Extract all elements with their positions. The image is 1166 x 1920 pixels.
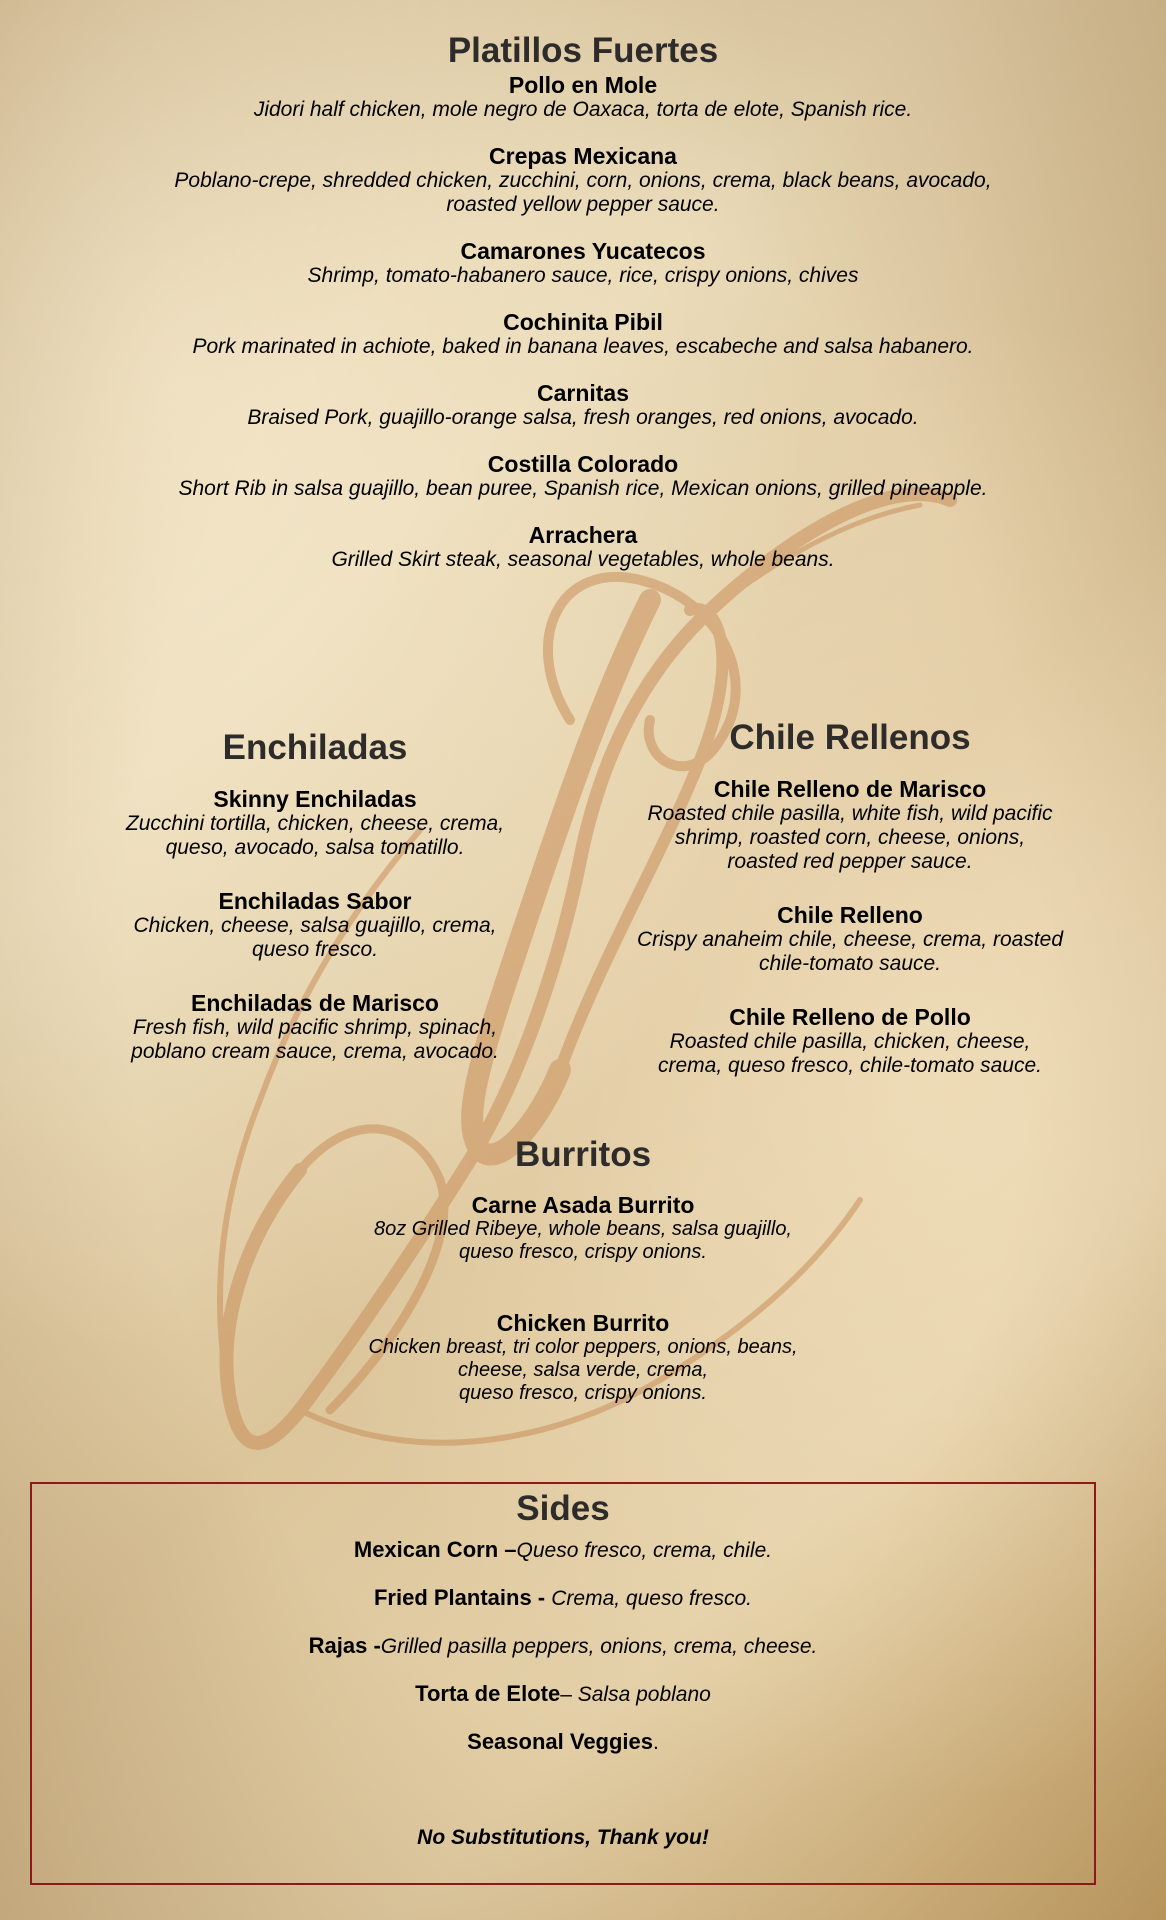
- side-separator: –: [498, 1537, 517, 1562]
- side-item: [32, 1682, 1094, 1707]
- section-title-platillos: Platillos Fuertes: [447, 31, 719, 70]
- menu-item: [0, 72, 1166, 122]
- side-separator: –: [560, 1683, 578, 1706]
- item-description: Roasted chile pasilla, chicken, cheese, crema, queso fresco, chile-tomato sauce.: [657, 1030, 1042, 1077]
- burritos-section: [0, 1130, 1166, 1451]
- item-name: Pollo en Mole: [508, 72, 658, 98]
- menu-item: [0, 451, 1166, 501]
- menu-item: [80, 888, 550, 962]
- menu-item: [0, 238, 1166, 288]
- platillos-fuertes-section: [0, 30, 1166, 593]
- item-description: Fresh fish, wild pacific shrimp, spinach, poblano cream sauce, crema, avocado.: [131, 1016, 499, 1063]
- menu-item: [600, 776, 1100, 874]
- enchiladas-section: [80, 722, 550, 1092]
- side-separator: -: [531, 1585, 552, 1610]
- item-name: Arrachera: [528, 522, 638, 548]
- section-title-enchiladas: Enchiladas: [222, 728, 408, 767]
- side-name: Seasonal Veggies: [467, 1729, 654, 1754]
- section-title-sides: Sides: [516, 1489, 610, 1528]
- item-name: Camarones Yucatecos: [460, 238, 706, 264]
- chile-rellenos-section: [600, 712, 1100, 1106]
- menu-item: [600, 902, 1100, 976]
- side-item: [32, 1586, 1094, 1611]
- menu-item: [80, 786, 550, 860]
- menu-item: [0, 309, 1166, 359]
- side-name: Rajas: [308, 1633, 368, 1658]
- sides-box: [30, 1482, 1096, 1885]
- platillos-item-list: [0, 72, 1166, 572]
- side-description: .: [653, 1731, 659, 1754]
- item-name: Chile Relleno: [777, 902, 923, 928]
- item-description: Braised Pork, guajillo-orange salsa, fresh oranges, red onions, avocado.: [247, 406, 919, 429]
- side-item: [32, 1538, 1094, 1563]
- item-description: Poblano-crepe, shredded chicken, zucchini, corn, onions, crema, black beans, avocado, roasted yellow pepper sauce.: [174, 169, 992, 216]
- item-description: Short Rib in salsa guajillo, bean puree, Spanish rice, Mexican onions, grilled pineapple.: [178, 477, 988, 500]
- item-description: Zucchini tortilla, chicken, cheese, crema, queso, avocado, salsa tomatillo.: [125, 812, 505, 859]
- menu-item: [0, 1310, 1166, 1405]
- item-name: Chile Relleno de Marisco: [713, 776, 987, 802]
- side-item: [32, 1730, 1094, 1755]
- item-description: Chicken breast, tri color peppers, onions, beans, cheese, salsa verde, crema, queso fresco, crispy onions.: [368, 1336, 798, 1404]
- sides-list: [32, 1538, 1094, 1755]
- side-description: Queso fresco, crema, chile.: [516, 1539, 773, 1562]
- item-name: Enchiladas Sabor: [218, 888, 412, 914]
- section-title-burritos: Burritos: [514, 1135, 652, 1174]
- item-description: Chicken, cheese, salsa guajillo, crema, queso fresco.: [133, 914, 497, 961]
- item-name: Carne Asada Burrito: [471, 1192, 695, 1218]
- side-separator: -: [367, 1633, 381, 1658]
- item-description: Pork marinated in achiote, baked in banana leaves, escabeche and salsa habanero.: [192, 335, 974, 358]
- menu-item: [0, 1192, 1166, 1264]
- item-description: Shrimp, tomato-habanero sauce, rice, crispy onions, chives: [307, 264, 859, 287]
- side-description: Grilled pasilla peppers, onions, crema, cheese.: [380, 1635, 818, 1658]
- side-item: [32, 1634, 1094, 1659]
- side-name: Fried Plantains: [373, 1585, 532, 1610]
- item-name: Chile Relleno de Pollo: [729, 1004, 971, 1030]
- footer-note: No Substitutions, Thank you!: [417, 1826, 709, 1849]
- item-description: Crispy anaheim chile, cheese, crema, roasted chile-tomato sauce.: [636, 928, 1064, 975]
- item-name: Chicken Burrito: [496, 1310, 670, 1336]
- menu-item: [80, 990, 550, 1064]
- item-name: Skinny Enchiladas: [213, 786, 417, 812]
- menu-item: [600, 1004, 1100, 1078]
- side-name: Mexican Corn: [353, 1537, 499, 1562]
- item-description: Roasted chile pasilla, white fish, wild pacific shrimp, roasted corn, cheese, onions, roasted red pepper sauce.: [647, 802, 1053, 873]
- menu-item: [0, 143, 1166, 217]
- section-title-chile-rellenos: Chile Rellenos: [729, 718, 971, 757]
- item-name: Cochinita Pibil: [503, 309, 663, 335]
- item-name: Crepas Mexicana: [489, 143, 677, 169]
- item-description: 8oz Grilled Ribeye, whole beans, salsa guajillo, queso fresco, crispy onions.: [373, 1218, 792, 1263]
- item-name: Costilla Colorado: [487, 451, 679, 477]
- side-description: Salsa poblano: [577, 1683, 711, 1706]
- item-name: Carnitas: [536, 380, 630, 406]
- menu-item: [0, 380, 1166, 430]
- item-description: Grilled Skirt steak, seasonal vegetables, whole beans.: [331, 548, 835, 571]
- side-description: Crema, queso fresco.: [551, 1587, 753, 1610]
- side-name: Torta de Elote: [415, 1681, 561, 1706]
- menu-item: [0, 522, 1166, 572]
- item-name: Enchiladas de Marisco: [191, 990, 439, 1016]
- item-description: Jidori half chicken, mole negro de Oaxaca, torta de elote, Spanish rice.: [253, 98, 913, 121]
